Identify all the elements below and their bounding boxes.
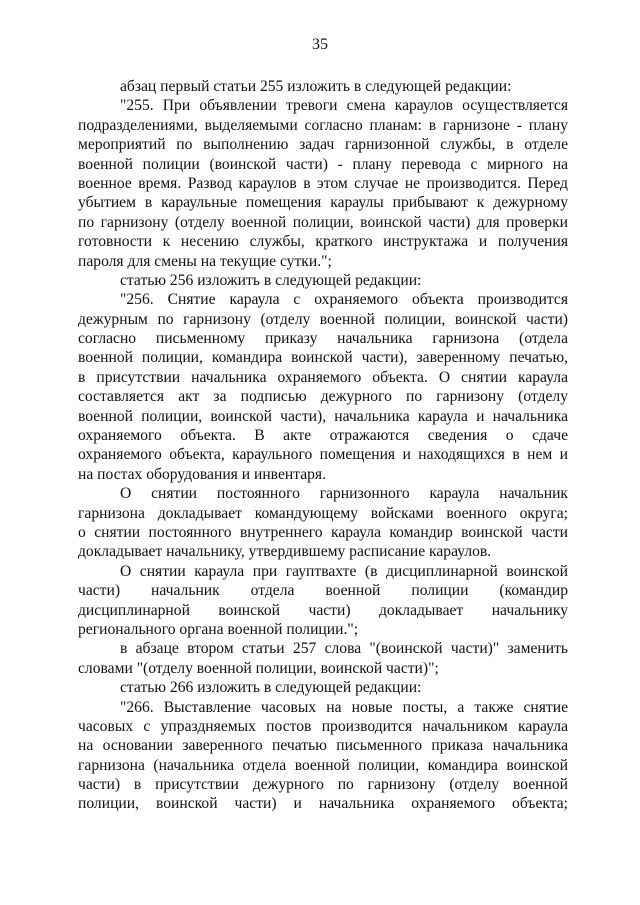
text-line: в абзаце втором статьи 257 слова "(воинской части)" заменить (120, 640, 568, 658)
text-line: регионального органа военной полиции."; (78, 620, 359, 638)
text-line: О снятии караула при гауптвахте (в дисциплинарной воинской (120, 562, 568, 580)
text-line: военное время. Развод караулов в этом случае не производится. Перед (78, 174, 568, 192)
text-line: военной полиции, воинской части), начальника караула и начальника (78, 407, 568, 425)
text-line: гарнизона докладывает командующему войсками военного округа; (78, 504, 568, 522)
text-line: мероприятий по выполнению задач гарнизонной службы, в отделе (78, 136, 568, 154)
page-number: 35 (312, 36, 328, 53)
text-line: "255. При объявлении тревоги смена караулов осуществляется (120, 97, 568, 115)
text-line: охраняемого объекта, караульного помещения и находящихся в нем и (78, 446, 568, 464)
text-line: согласно письменному приказу начальника гарнизона (отдела (78, 330, 568, 348)
text-line: статью 256 изложить в следующей редакции: (120, 271, 422, 289)
text-line: О снятии постоянного гарнизонного караула начальник (120, 485, 568, 503)
text-line: части) в присутствии дежурного по гарнизону (отделу военной (78, 776, 568, 794)
text-line: полиции, воинской части) и начальника охраняемого объекта; (78, 795, 568, 813)
text-line: убытием в караульные помещения караулы прибывают к дежурному (78, 194, 568, 212)
text-line: дисциплинарной воинской части) докладывает начальнику (78, 601, 568, 619)
text-line: "256. Снятие караула с охраняемого объекта производится (120, 291, 568, 309)
text-line: части) начальник отдела военной полиции (командир (78, 582, 568, 600)
text-line: охраняемого объекта. В акте отражаются сведения о сдаче (78, 427, 568, 445)
text-line: о снятии постоянного внутреннего караула командир воинской части (78, 523, 568, 541)
text-line: на основании заверенного печатью письменного приказа начальника (78, 737, 568, 755)
text-line: "266. Выставление часовых на новые посты, а также снятие (120, 698, 568, 716)
text-line: готовности к несению службы, краткого инструктажа и получения (78, 233, 568, 251)
document-body (78, 77, 568, 814)
text-line: военной полиции (воинской части) - плану перевода с мирного на (78, 155, 568, 173)
text-line: часовых с упраздняемых постов производится начальником караула (78, 717, 568, 735)
text-line: дежурным по гарнизону (отделу военной полиции, воинской части) (78, 310, 568, 328)
text-line: военной полиции, командира воинской части), заверенному печатью, (78, 349, 568, 367)
text-line: в присутствии начальника охраняемого объекта. О снятии караула (78, 368, 568, 386)
text-line: словами "(отделу военной полиции, воинской части)"; (78, 659, 439, 677)
text-line: докладывает начальнику, утвердившему расписание караулов. (78, 543, 492, 561)
text-line: статью 266 изложить в следующей редакции: (120, 679, 422, 697)
text-line: составляется акт за подписью дежурного по гарнизону (отделу (78, 388, 568, 406)
text-line: подразделениями, выделяемыми согласно планам: в гарнизоне - плану (78, 116, 568, 134)
text-line: абзац первый статьи 255 изложить в следующей редакции: (120, 78, 512, 95)
text-line: по гарнизону (отделу военной полиции, воинской части) для проверки (78, 213, 568, 231)
text-line: гарнизона (начальника отдела военной полиции, командира воинской (78, 756, 568, 774)
text-line: на постах оборудования и инвентаря. (78, 465, 327, 483)
text-line: пароля для смены на текущие сутки."; (78, 252, 332, 270)
